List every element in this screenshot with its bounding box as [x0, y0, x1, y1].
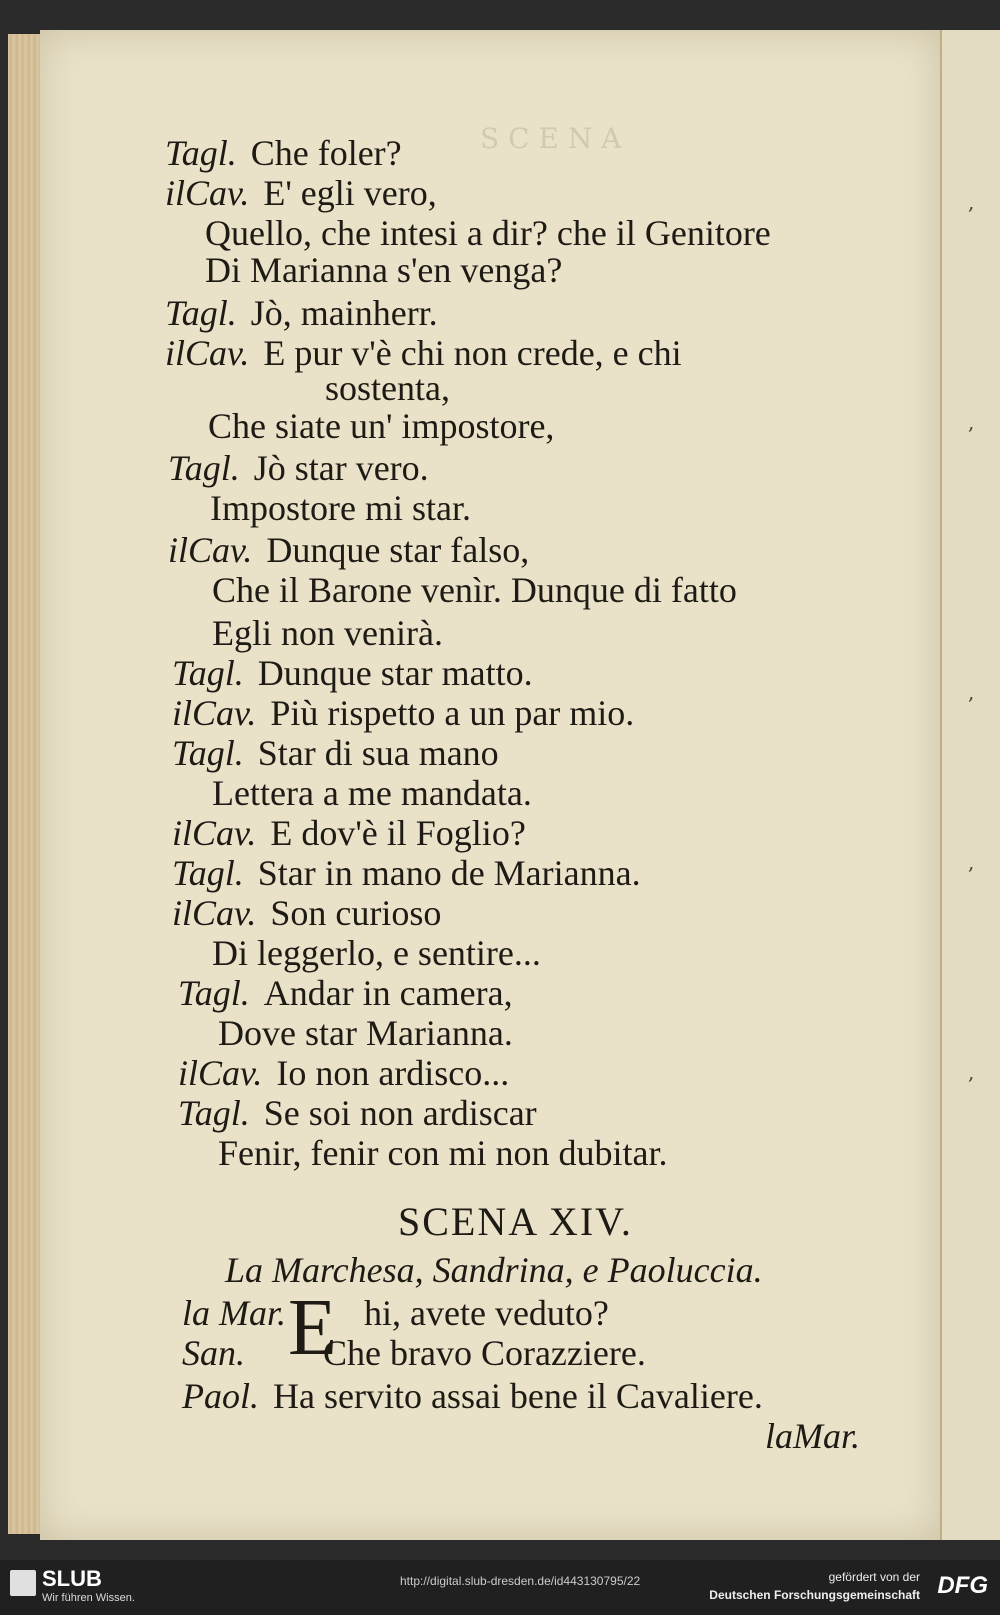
dialogue-line: ilCav. Son curioso	[172, 893, 442, 933]
dialogue-line: Impostore mi star.	[210, 488, 471, 528]
scene-line: San. Che bravo Corazziere.	[182, 1333, 646, 1373]
catchword: laMar.	[765, 1416, 861, 1456]
dialogue-line: ilCav. Dunque star falso,	[168, 530, 530, 570]
dialogue-line: sostenta,	[325, 368, 450, 408]
dialogue-line: Tagl. Star di sua mano	[172, 733, 499, 773]
dialogue-line: Tagl. Jò star vero.	[168, 448, 429, 488]
dialogue-line: Egli non venirà.	[212, 613, 443, 653]
dialogue-line: Fenir, fenir con mi non dubitar.	[218, 1133, 668, 1173]
book-page	[40, 30, 940, 1540]
dialogue-line: Che siate un' impostore,	[208, 406, 555, 446]
facing-page-mark: ,	[968, 850, 975, 874]
facing-page-mark: ,	[968, 410, 975, 434]
dialogue-line: Lettera a me mandata.	[212, 773, 532, 813]
facing-page-mark: ,	[968, 680, 975, 704]
dfg-logo[interactable]: DFG	[937, 1572, 988, 1599]
drop-cap: E	[288, 1284, 337, 1372]
dialogue-line: Tagl. Se soi non ardiscar	[178, 1093, 537, 1133]
dialogue-line: Tagl. Che foler?	[165, 133, 402, 173]
dialogue-line: Tagl. Star in mano de Marianna.	[172, 853, 641, 893]
slub-logo[interactable]: SLUB	[42, 1566, 102, 1591]
footer-bar	[0, 1560, 1000, 1615]
facing-page-mark: ,	[968, 190, 975, 214]
slub-logo-icon	[10, 1570, 36, 1596]
scan-background	[0, 0, 1000, 30]
bleed-through: S C E N A	[480, 122, 622, 155]
source-url[interactable]: http://digital.slub-dresden.de/id443130795/22	[400, 1574, 641, 1588]
slub-tagline: Wir führen Wissen.	[42, 1592, 135, 1604]
dialogue-line: Che il Barone venìr. Dunque di fatto	[212, 570, 737, 610]
dialogue-line: Di Marianna s'en venga?	[205, 250, 563, 290]
scene-line: la Mar. hi, avete veduto?	[182, 1293, 609, 1333]
funder-line-2: Deutschen Forschungsgemeinschaft	[709, 1588, 920, 1602]
scene-heading: SCENA XIV.	[398, 1199, 633, 1244]
dialogue-line: ilCav. E pur v'è chi non crede, e chi	[165, 333, 682, 373]
dialogue-line: Quello, che intesi a dir? che il Genitore	[205, 213, 771, 253]
scene-line: Paol. Ha servito assai bene il Cavaliere.	[182, 1376, 763, 1416]
dialogue-line: ilCav. Io non ardisco...	[178, 1053, 510, 1093]
dialogue-line: Dove star Marianna.	[218, 1013, 513, 1053]
dialogue-line: ilCav. Più rispetto a un par mio.	[172, 693, 635, 733]
facing-page-edge	[940, 30, 1000, 1540]
facing-page-mark: ,	[968, 1060, 975, 1084]
scene-characters: La Marchesa, Sandrina, e Paoluccia.	[225, 1250, 763, 1290]
funder-line-1: gefördert von der	[828, 1570, 920, 1584]
dialogue-line: Tagl. Dunque star matto.	[172, 653, 533, 693]
dialogue-line: Tagl. Andar in camera,	[178, 973, 513, 1013]
dialogue-line: Di leggerlo, e sentire...	[212, 933, 541, 973]
dialogue-line: ilCav. E' egli vero,	[165, 173, 437, 213]
dialogue-line: ilCav. E dov'è il Foglio?	[172, 813, 526, 853]
dialogue-line: Tagl. Jò, mainherr.	[165, 293, 438, 333]
